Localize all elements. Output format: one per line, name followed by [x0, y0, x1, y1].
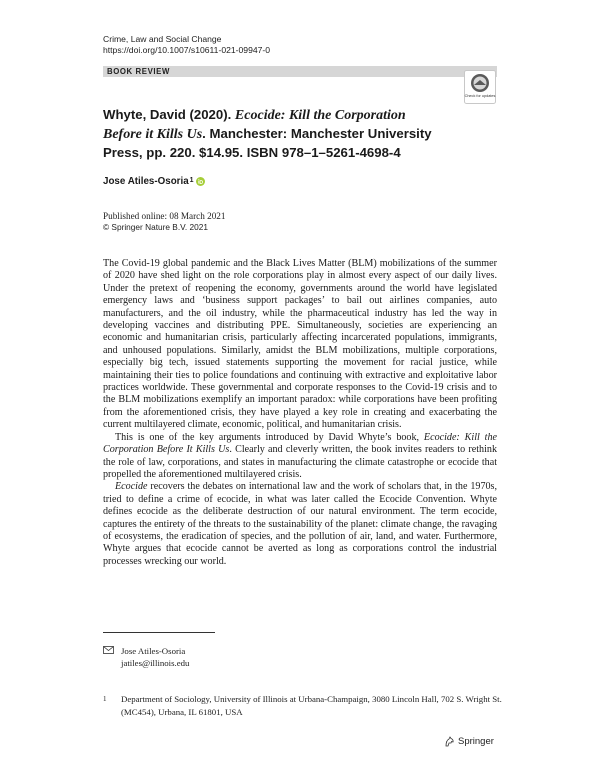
footnote-divider: [103, 632, 215, 633]
crossmark-label: Check for updates: [464, 94, 496, 98]
crossmark-badge[interactable]: [464, 70, 496, 104]
journal-header: [103, 34, 270, 56]
author-name: Jose Atiles-Osoria: [103, 176, 189, 187]
doi-link[interactable]: https://doi.org/10.1007/s10611-021-09947-0: [103, 45, 271, 55]
section-band: BOOK REVIEW: [103, 66, 497, 77]
paragraph-3: Ecocide recovers the debates on international law and the work of scholars that, in the 1970s, tried to define a crime of ecocide, in what was later called the Ecocide Convention. Whyte defines ecocide as the deliberate destruction of our natural environment. The term ecocide, captures the entirety of the threats to the sustainability of the planet: climate change, the ravaging of ecosystems, the eradication of species, and the pollution of air, land, and water. Furthermore, Whyte argues that ecocide cannot be averted as long as corporations control the industrial processes wrecking our world.: [103, 481, 497, 567]
paragraph-2: This is one of the key arguments introduced by David Whyte’s book, Ecocide: Kill the Corporation Before It Kills Us. Clearly and cleverly written, the book invites readers to rethink the role of law, corporations, and states in manufacturing the climate catastrophe or ecocide that propelled the aforementioned multilayered crisis.: [103, 431, 497, 480]
affiliation-note: [103, 693, 503, 718]
book-title: Ecocide: Kill the Corporation Before it Kills Us: [103, 108, 406, 142]
book-short-title: Ecocide: [115, 481, 148, 493]
contact-email[interactable]: jatiles@illinois.edu: [121, 657, 190, 668]
journal-name: Crime, Law and Social Change: [103, 34, 222, 44]
paragraph-1: The Covid-19 global pandemic and the Black Lives Matter (BLM) mobilizations of the summer of 2020 have shed light on the role corporations play in almost every aspect of our daily lives. Under the pretext of reopening the economy, governments around the world have legislated emergency laws and ‘business support packages’ to bail out airlines companies, auto manufacturers, and the oil industry, while the pharmaceutical industry has led the way in developing vaccines and distributing PPE. Simultaneously, societies are experiencing an economic and humanitarian crisis, particularly affecting incarcerated populations, immigrants, and unhoused populations. Similarly, amidst the BLM mobilizations, multiple corporations, especially big tech, issued statements supporting the movement for racial justice, while maintaining their ties to police foundations and continuing with extractive and exploitative labor practices worldwide. These governmental and corporate responses to the Covid-19 crisis and to the BLM mobilizations exemplify an important paradox: while corporations have been profiting from the aforementioned crisis, they have played a key role in creating and exacerbating the current multilayered climate, economic, political, and humanitarian crisis.: [103, 258, 497, 431]
affiliation-text: Department of Sociology, University of Illinois at Urbana-Champaign, 3080 Lincoln Hall, 702 S. Wright St. (MC454), Urbana, IL 61801, USA: [121, 694, 502, 717]
book-title-inline: Ecocide: Kill the Corporation Before It Kills Us: [103, 431, 497, 456]
published-date: Published online: 08 March 2021: [103, 211, 226, 221]
springer-horse-icon: [444, 736, 455, 747]
publisher-name: Springer: [458, 736, 494, 747]
contact-name: Jose Atiles-Osoria: [121, 646, 186, 656]
affiliation-number: 1: [103, 695, 107, 703]
copyright-line: © Springer Nature B.V. 2021: [103, 222, 208, 232]
author-line: [103, 176, 205, 187]
publisher-logo: [444, 736, 494, 747]
envelope-icon: [103, 646, 121, 658]
correspondence: [103, 646, 189, 669]
crossmark-icon: [464, 70, 496, 104]
review-title: Whyte, David (2020). Ecocide: Kill the Corporation Before it Kills Us. Manchester: Manchester University Press, pp. 220. $14.95. ISBN 978–1–5261-4698-4: [103, 107, 432, 160]
author-affil-mark: 1: [189, 177, 194, 184]
orcid-icon[interactable]: [196, 177, 205, 186]
review-body: [103, 258, 497, 568]
